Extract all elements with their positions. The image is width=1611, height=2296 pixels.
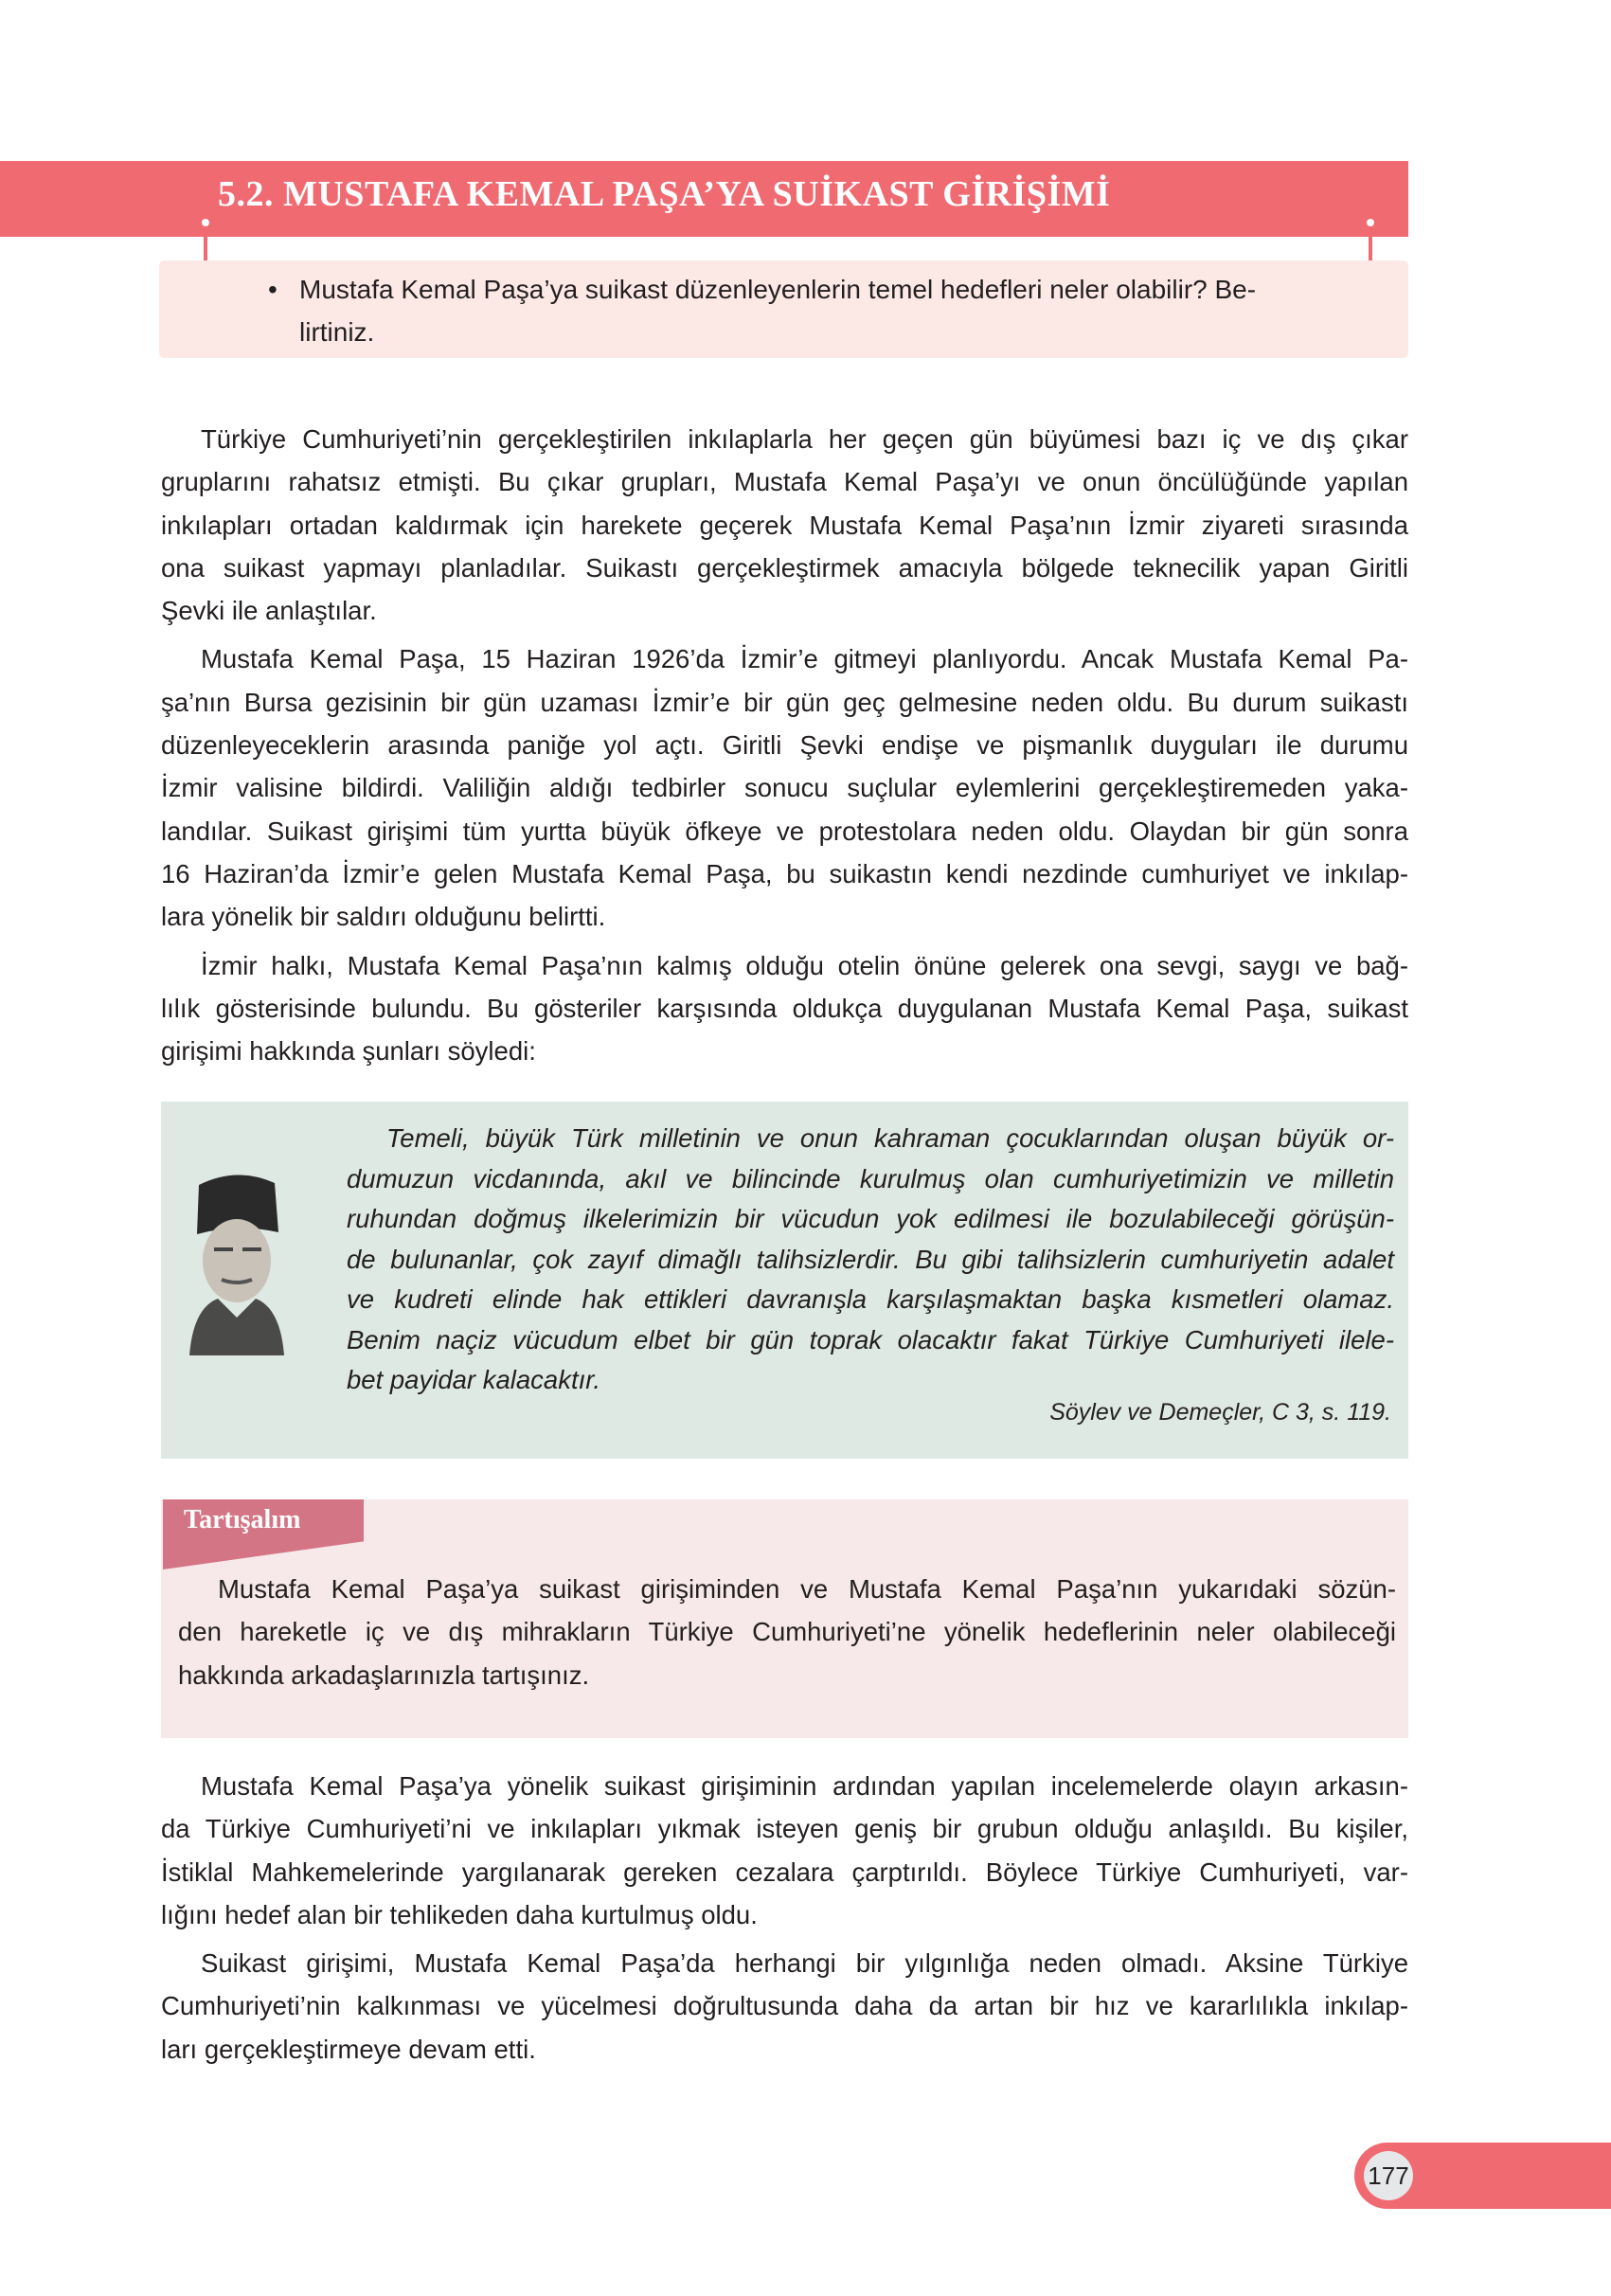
text-line: Mustafa Kemal Paşa, 15 Haziran 1926’da İzmir’e gitmeyi planlıyordu. Ancak Mustafa Kemal Pa- [201, 644, 1408, 674]
text-line: dumuzun vicdanında, akıl ve bilincinde kurulmuş olan cumhuriyetimizin ve milletin [347, 1163, 1394, 1193]
pin-left-head-icon [199, 216, 212, 229]
text-line: landılar. Suikast girişimi tüm yurtta büyük öfkeye ve protestolara neden oldu. Olaydan bir gün sonra [161, 816, 1408, 846]
quote-source: Söylev ve Demeçler, C 3, s. 119. [1049, 1399, 1391, 1426]
text-line: Şevki ile anlaştılar. [161, 596, 377, 626]
text-line: lara yönelik bir saldırı olduğunu belirtti. [161, 902, 606, 932]
text-line: Temeli, büyük Türk milletinin ve onun kahraman çocuklarından oluşan büyük or- [386, 1123, 1394, 1153]
page-number: 177 [1364, 2151, 1413, 2200]
text-line: da Türkiye Cumhuriyeti’ni ve inkılapları yıkmak isteyen geniş bir grubun olduğu anlaşıldı. Bu kişiler, [161, 1814, 1408, 1844]
text-line: Cumhuriyeti’nin kalkınması ve yücelmesi doğrultusunda daha da artan bir hız ve kararlılıkla inkılap- [161, 1991, 1408, 2021]
quote-box [161, 1102, 1408, 1459]
text-line: Türkiye Cumhuriyeti’nin gerçekleştirilen inkılaplarla her geçen gün büyümesi bazı iç ve dış çıkar [201, 424, 1408, 454]
question-line: lirtiniz. [299, 317, 375, 347]
bullet: • [268, 275, 277, 304]
text-line: Benim naçiz vücudum elbet bir gün toprak olacaktır fakat Türkiye Cumhuriyeti ilele- [347, 1324, 1394, 1354]
paragraph [161, 418, 1408, 632]
pin-right-head-icon [1364, 216, 1377, 229]
text-line: İstiklal Mahkemelerinde yargılanarak gereken cezalara çarptırıldı. Böylece Türkiye Cumhuriyeti, var- [161, 1857, 1408, 1887]
text-line: ları gerçekleştirmeye devam etti. [161, 2034, 536, 2064]
text-line: İzmir halkı, Mustafa Kemal Paşa’nın kalmış olduğu otelin önüne gelerek ona sevgi, saygı ve bağ- [201, 950, 1408, 980]
text-line: Mustafa Kemal Paşa’ya suikast girişiminden ve Mustafa Kemal Paşa’nın yukarıdaki sözün- [218, 1574, 1396, 1604]
text-line: ruhundan doğmuş ilkelerimizin bir vücudun yok edilmesi ile bozulabileceği görüşün- [347, 1204, 1394, 1233]
text-line: düzenleyeceklerin arasında paniğe yol açtı. Giritli Şevki endişe ve pişmanlık duyguları ile durumu [161, 730, 1408, 761]
question-line: Mustafa Kemal Paşa’ya suikast düzenleyenlerin temel hedefleri neler olabilir? Be- [299, 275, 1257, 304]
body-text-2 [161, 1765, 1408, 2076]
text-line: İzmir valisine bildirdi. Valiliğin aldığı tedbirler sonucu suçlular eylemlerini gerçekleştiremeden yaka- [161, 773, 1408, 803]
text-line: ve kudreti elinde hak ettikleri davranışla karşılaşmaktan başka kısmetleri olamaz. [347, 1284, 1394, 1314]
question-box [159, 260, 1408, 358]
text-line: 16 Haziran’da İzmir’e gelen Mustafa Kemal Paşa, bu suikastın kendi nezdinde cumhuriyet ve inkılap- [161, 858, 1408, 888]
text-line: bet payidar kalacaktır. [347, 1365, 601, 1394]
text-line: gruplarını rahatsız etmişti. Bu çıkar grupları, Mustafa Kemal Paşa’yı ve onun öncülüğünde yapılan [161, 467, 1408, 497]
text-line: Suikast girişimi, Mustafa Kemal Paşa’da herhangi bir yılgınlığa neden olmadı. Aksine Türkiye [201, 1948, 1408, 1979]
ataturk-portrait [180, 1166, 294, 1355]
text-line: ona suikast yapmayı planladılar. Suikastı gerçekleştirmek amacıyla bölgede teknecilik yapan Giritli [161, 552, 1408, 583]
text-line: lılık gösterisinde bulundu. Bu gösteriler karşısında oldukça duygulanan Mustafa Kemal Paşa, suikast [161, 993, 1408, 1023]
text-line: şa’nın Bursa gezisinin bir gün uzaması İzmir’e bir gün geç gelmesine neden oldu. Bu durum suikastı [161, 687, 1408, 717]
body-text-1 [161, 418, 1408, 1078]
text-line: Mustafa Kemal Paşa’ya yönelik suikast girişiminin ardından yapılan incelemelerde olayın arkasın- [201, 1771, 1408, 1801]
paragraph [161, 1765, 1408, 1936]
text-line: den hareketle iç ve dış mihrakların Türkiye Cumhuriyeti’ne yönelik hedeflerinin neler olabileceği [178, 1617, 1396, 1647]
text-line: lığını hedef alan bir tehlikeden daha kurtulmuş oldu. [161, 1899, 758, 1929]
quote-text [347, 1119, 1394, 1401]
text-line: girişimi hakkında şunları söyledi: [161, 1036, 536, 1067]
section-title: 5.2. MUSTAFA KEMAL PAŞA’YA SUİKAST GİRİŞİMİ [218, 174, 1111, 214]
paragraph [161, 944, 1408, 1073]
discussion-text [178, 1568, 1396, 1696]
text-line: de bulunanlar, çok zayıf dimağlı talihsizlerdir. Bu gibi talihsizlerin cumhuriyetin adalet [347, 1244, 1394, 1274]
paragraph [161, 1942, 1408, 2071]
text-line: inkılapları ortadan kaldırmak için harekete geçerek Mustafa Kemal Paşa’nın İzmir ziyareti sırasında [161, 510, 1408, 540]
discussion-label: Tartışalım [184, 1505, 301, 1534]
text-line: hakkında arkadaşlarınızla tartışınız. [178, 1659, 590, 1690]
paragraph [161, 637, 1408, 938]
discussion-box [161, 1499, 1408, 1738]
